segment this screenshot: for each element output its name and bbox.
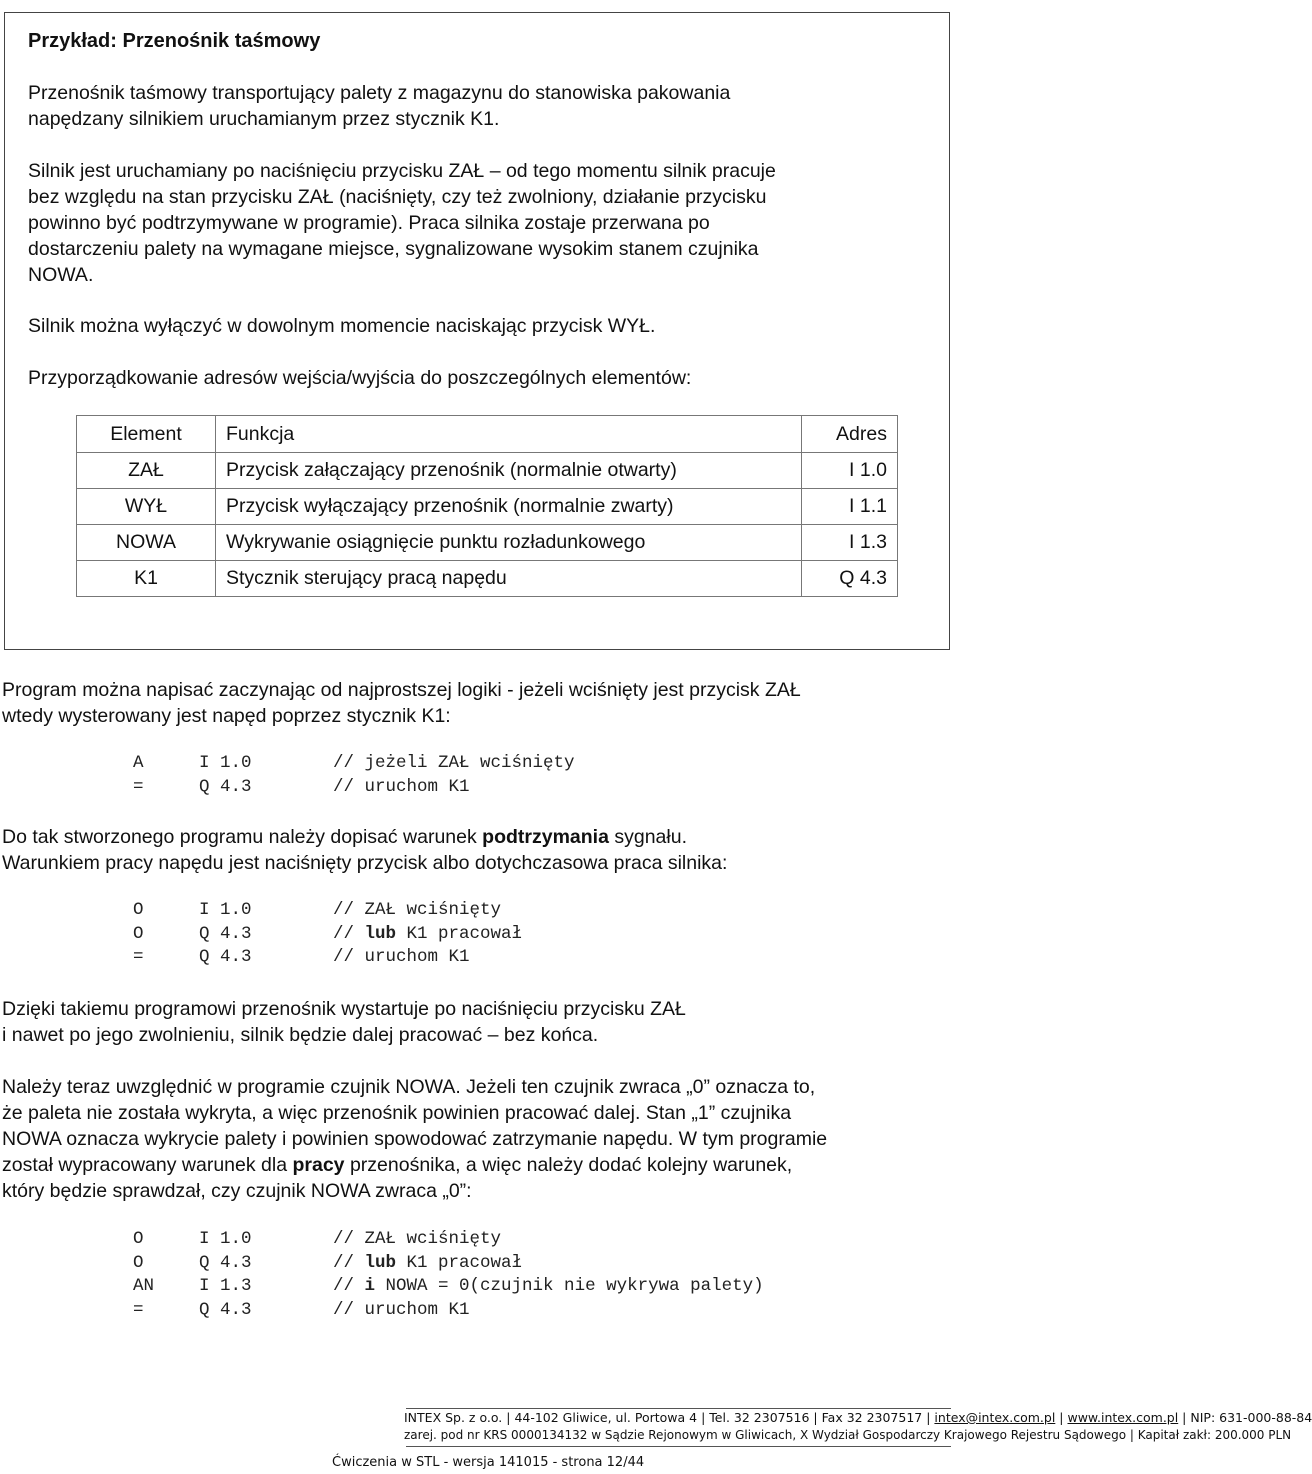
- column-header-adres: Adres: [802, 416, 898, 453]
- code-comment-rest: K1 pracował: [396, 923, 523, 944]
- page-number: Ćwiczenia w STL - wersja 141015 - strona 12/44: [332, 1455, 645, 1470]
- io-mapping-intro: Przyporządkowanie adresów wejścia/wyjścia do poszczególnych elementów:: [28, 367, 692, 389]
- code-address: I 1.0: [199, 753, 252, 773]
- code-keyword: i: [364, 1276, 376, 1296]
- code-comment-rest: NOWA = 0(czujnik nie wykrywa palety): [375, 1276, 764, 1296]
- example-intro-paragraph: [28, 80, 928, 132]
- footer-contact-line: INTEX Sp. z o.o. | 44-102 Gliwice, ul. Portowa 4 | Tel. 32 2307516 | Fax 32 2307517 | intex@intex.com.pl | www.intex.com.pl | NIP: 631-000-88-84: [404, 1410, 1312, 1425]
- code-address: I 1.0: [199, 900, 252, 920]
- table-cell: I 1.0: [802, 453, 898, 489]
- table-row: [77, 489, 898, 525]
- code-op: =: [133, 1299, 144, 1320]
- text-line: Dzięki takiemu programowi przenośnik wystartuje po naciśnięciu przycisku ZAŁ: [2, 998, 686, 1020]
- code-address: I 1.0: [199, 1229, 252, 1249]
- text-line: dostarczeniu palety na wymagane miejsce, sygnalizowane wysokim stanem czujnika: [28, 238, 759, 260]
- text-line: Silnik jest uruchamiany po naciśnięciu przycisku ZAŁ – od tego momentu silnik pracuje: [28, 160, 776, 182]
- code-comment-prefix: //: [333, 1276, 365, 1296]
- code-address: Q 4.3: [199, 1299, 252, 1320]
- table-cell: I 1.1: [802, 489, 898, 525]
- text-line: powinno być podtrzymywane w programie). Praca silnika zostaje przerwana po: [28, 212, 710, 234]
- table-cell: Stycznik sterujący pracą napędu: [216, 561, 802, 597]
- emphasis-text: pracy: [292, 1154, 345, 1176]
- text-line: NOWA oznacza wykrycie palety i powinien spowodować zatrzymanie napędu. W tym programie: [2, 1128, 828, 1150]
- code-comment: // jeżeli ZAŁ wciśnięty: [333, 753, 575, 773]
- code-comment: // ZAŁ wciśnięty: [333, 900, 502, 920]
- code-op: O: [133, 1252, 144, 1273]
- table-cell: Przycisk wyłączający przenośnik (normalnie zwarty): [216, 489, 802, 525]
- code-op: O: [133, 900, 144, 920]
- code-op: AN: [133, 1276, 155, 1296]
- code-line: [133, 923, 522, 947]
- table-cell: Q 4.3: [802, 561, 898, 597]
- text-line: NOWA.: [28, 264, 94, 286]
- code-keyword: lub: [364, 1252, 397, 1273]
- io-address-table: [76, 415, 898, 597]
- code-comment-prefix: //: [333, 923, 365, 944]
- code-comment: // uruchom K1: [333, 947, 470, 967]
- stop-paragraph: Silnik można wyłączyć w dowolnym momencie naciskając przycisk WYŁ.: [28, 315, 656, 337]
- code-line: [133, 752, 575, 776]
- table-cell: I 1.3: [802, 525, 898, 561]
- code-line: [133, 946, 522, 970]
- code-comment: // ZAŁ wciśnięty: [333, 1229, 502, 1249]
- code-comment: // uruchom K1: [333, 1299, 470, 1320]
- example-description-paragraph: [28, 158, 928, 288]
- column-header-funkcja: Funkcja: [216, 416, 802, 453]
- footer-divider: [406, 1408, 951, 1409]
- column-header-element: Element: [77, 416, 216, 453]
- footer-website-link[interactable]: www.intex.com.pl: [1067, 1410, 1179, 1425]
- table-cell: Wykrywanie osiągnięcie punktu rozładunkowego: [216, 525, 802, 561]
- text-line: i nawet po jego zwolnieniu, silnik będzie dalej pracować – bez końca.: [2, 1024, 599, 1046]
- code-address: Q 4.3: [199, 923, 252, 944]
- code-op: O: [133, 1229, 144, 1249]
- table-row: [77, 525, 898, 561]
- code-op: =: [133, 776, 144, 797]
- footer-registration-line: zarej. pod nr KRS 0000134132 w Sądzie Rejonowym w Gliwicach, X Wydział Gospodarczy Krajowego Rejestru Sądowego | Kapitał zakł: 200.000 PLN: [404, 1428, 1292, 1442]
- code-block-1: [133, 752, 575, 799]
- code-line: [133, 1275, 764, 1299]
- code-address: Q 4.3: [199, 1252, 252, 1273]
- text-line: [2, 824, 952, 850]
- code-line: [133, 776, 575, 800]
- code-comment-prefix: //: [333, 1252, 365, 1273]
- table-cell: ZAŁ: [77, 453, 216, 489]
- code-op: O: [133, 923, 144, 944]
- table-row: [77, 561, 898, 597]
- emphasis-text: podtrzymania: [482, 826, 609, 848]
- text-line: Program można napisać zaczynając od najprostszej logiki - jeżeli wciśnięty jest przycisk ZAŁ: [2, 679, 801, 701]
- text-line: [2, 1152, 952, 1178]
- text-line: Warunkiem pracy napędu jest naciśnięty przycisk albo dotychczasowa praca silnika:: [2, 852, 728, 874]
- footer-nip: NIP: 631-000-88-84: [1190, 1410, 1312, 1425]
- text-line: bez względu na stan przycisku ZAŁ (naciśnięty, czy też zwolniony, działanie przycisku: [28, 186, 767, 208]
- code-line: [133, 1299, 764, 1323]
- text-span: został wypracowany warunek dla: [2, 1154, 293, 1176]
- text-span: sygnału.: [608, 826, 688, 848]
- footer-fax: Fax 32 2307517: [821, 1410, 923, 1425]
- code-address: I 1.3: [199, 1276, 252, 1296]
- footer-address: 44-102 Gliwice, ul. Portowa 4: [514, 1410, 698, 1425]
- text-line: Przenośnik taśmowy transportujący palety z magazynu do stanowiska pakowania: [28, 82, 731, 104]
- program-intro-paragraph: [2, 677, 952, 729]
- table-cell: K1: [77, 561, 216, 597]
- text-span: przenośnika, a więc należy dodać kolejny warunek,: [344, 1154, 793, 1176]
- code-block-3: [133, 1228, 764, 1322]
- code-address: Q 4.3: [199, 947, 252, 967]
- code-line: [133, 1252, 764, 1276]
- table-row: [77, 453, 898, 489]
- code-op: A: [133, 753, 144, 773]
- latch-paragraph: [2, 824, 952, 876]
- example-title: Przykład: Przenośnik taśmowy: [28, 30, 321, 52]
- footer-divider: [406, 1446, 951, 1447]
- table-cell: Przycisk załączający przenośnik (normalnie otwarty): [216, 453, 802, 489]
- code-line: [133, 1228, 764, 1252]
- footer-company: INTEX Sp. z o.o.: [404, 1410, 503, 1425]
- text-line: napędzany silnikiem uruchamianym przez stycznik K1.: [28, 108, 500, 130]
- code-address: Q 4.3: [199, 776, 252, 797]
- code-block-2: [133, 899, 522, 970]
- result-paragraph: [2, 996, 952, 1048]
- text-line: Należy teraz uwzględnić w programie czujnik NOWA. Jeżeli ten czujnik zwraca „0” oznacza to,: [2, 1076, 816, 1098]
- text-line: że paleta nie została wykryta, a więc przenośnik powinien pracować dalej. Stan „1” czujnika: [2, 1102, 792, 1124]
- code-comment-rest: K1 pracował: [396, 1252, 523, 1273]
- text-span: Do tak stworzonego programu należy dopisać warunek: [2, 826, 483, 848]
- footer-email-link[interactable]: intex@intex.com.pl: [934, 1410, 1056, 1425]
- code-comment: [333, 923, 522, 947]
- code-keyword: lub: [364, 923, 397, 944]
- table-header-row: [77, 416, 898, 453]
- code-line: [133, 899, 522, 923]
- code-comment: [333, 1252, 522, 1276]
- code-comment: // uruchom K1: [333, 776, 470, 797]
- table-cell: WYŁ: [77, 489, 216, 525]
- sensor-paragraph: [2, 1074, 952, 1204]
- text-line: wtedy wysterowany jest napęd poprzez stycznik K1:: [2, 705, 451, 727]
- code-op: =: [133, 947, 144, 967]
- footer-tel: Tel. 32 2307516: [709, 1410, 810, 1425]
- table-cell: NOWA: [77, 525, 216, 561]
- text-line: który będzie sprawdzał, czy czujnik NOWA zwraca „0”:: [2, 1180, 472, 1202]
- code-comment: [333, 1275, 764, 1299]
